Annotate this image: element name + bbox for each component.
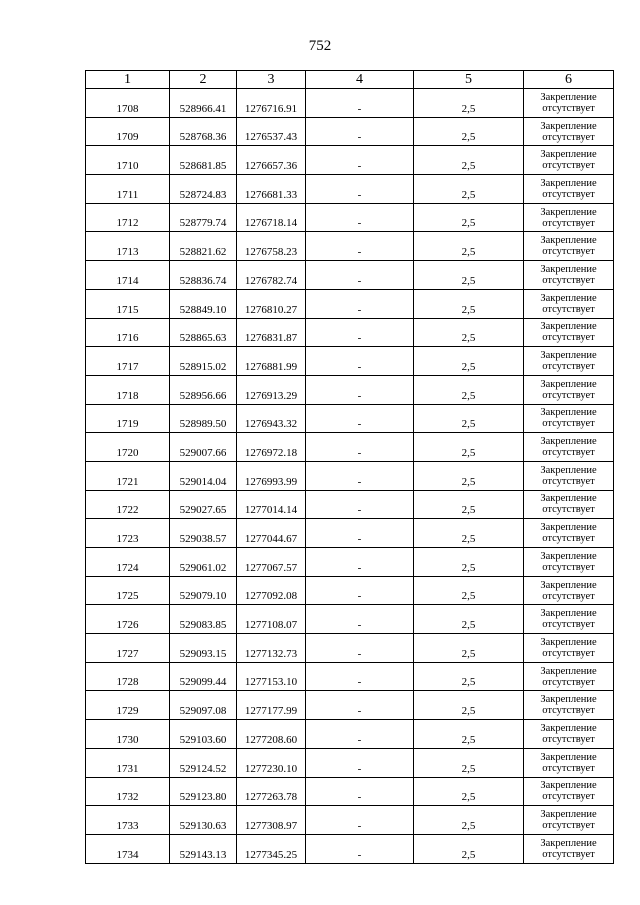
point-number-cell: 1712	[86, 203, 170, 232]
fixing-status-line-2: отсутствует	[542, 389, 595, 401]
column-header-3: 3	[237, 71, 306, 89]
table-row	[86, 289, 614, 318]
x-coordinate-cell: 529099.44	[170, 662, 237, 691]
y-coordinate-cell: 1277132.73	[237, 634, 306, 663]
table-row	[86, 720, 614, 749]
table-row	[86, 404, 614, 433]
fixing-status-line-1: Закрепление	[540, 837, 597, 849]
fixing-status-line-1: Закрепление	[540, 608, 597, 620]
column-4-cell: -	[306, 806, 414, 835]
column-5-cell: 2,5	[414, 89, 524, 118]
x-coordinate-cell: 529027.65	[170, 490, 237, 519]
fixing-status-cell	[524, 203, 614, 232]
fixing-status-line-2: отсутствует	[542, 361, 595, 373]
x-coordinate-cell: 529083.85	[170, 605, 237, 634]
column-4-cell: -	[306, 605, 414, 634]
column-5-cell: 2,5	[414, 662, 524, 691]
y-coordinate-cell: 1276758.23	[237, 232, 306, 261]
fixing-status-cell	[524, 175, 614, 204]
fixing-status-line-2: отсутствует	[542, 590, 595, 602]
table-row	[86, 261, 614, 290]
table-row	[86, 576, 614, 605]
fixing-status-cell	[524, 748, 614, 777]
fixing-status-line-1: Закрепление	[540, 292, 597, 304]
fixing-status-line-2: отсутствует	[542, 762, 595, 774]
x-coordinate-cell: 529103.60	[170, 720, 237, 749]
fixing-status-line-2: отсутствует	[542, 102, 595, 114]
coordinates-table	[85, 70, 614, 864]
point-number-cell: 1722	[86, 490, 170, 519]
column-5-cell: 2,5	[414, 634, 524, 663]
column-5-cell: 2,5	[414, 347, 524, 376]
fixing-status-line-1: Закрепление	[540, 120, 597, 132]
fixing-status-line-2: отсутствует	[542, 188, 595, 200]
fixing-status-line-2: отсутствует	[542, 475, 595, 487]
fixing-status-line-1: Закрепление	[540, 177, 597, 189]
fixing-status-cell	[524, 662, 614, 691]
table-row	[86, 490, 614, 519]
x-coordinate-cell: 529093.15	[170, 634, 237, 663]
table-row	[86, 691, 614, 720]
point-number-cell: 1719	[86, 404, 170, 433]
table-row	[86, 146, 614, 175]
y-coordinate-cell: 1276831.87	[237, 318, 306, 347]
column-5-cell: 2,5	[414, 777, 524, 806]
column-4-cell: -	[306, 519, 414, 548]
column-5-cell: 2,5	[414, 261, 524, 290]
fixing-status-cell	[524, 576, 614, 605]
x-coordinate-cell: 528821.62	[170, 232, 237, 261]
fixing-status-line-1: Закрепление	[540, 722, 597, 734]
fixing-status-line-1: Закрепление	[540, 809, 597, 821]
y-coordinate-cell: 1277014.14	[237, 490, 306, 519]
fixing-status-line-2: отсутствует	[542, 733, 595, 745]
fixing-status-cell	[524, 347, 614, 376]
column-header-5: 5	[414, 71, 524, 89]
column-5-cell: 2,5	[414, 146, 524, 175]
fixing-status-line-2: отсутствует	[542, 246, 595, 258]
point-number-cell: 1709	[86, 117, 170, 146]
column-4-cell: -	[306, 433, 414, 462]
column-header-6: 6	[524, 71, 614, 89]
column-4-cell: -	[306, 834, 414, 863]
column-4-cell: -	[306, 89, 414, 118]
table-row	[86, 777, 614, 806]
point-number-cell: 1710	[86, 146, 170, 175]
column-5-cell: 2,5	[414, 203, 524, 232]
y-coordinate-cell: 1276810.27	[237, 289, 306, 318]
y-coordinate-cell: 1277153.10	[237, 662, 306, 691]
column-4-cell: -	[306, 261, 414, 290]
column-4-cell: -	[306, 203, 414, 232]
table-header-row	[86, 71, 614, 89]
table-row	[86, 605, 614, 634]
point-number-cell: 1717	[86, 347, 170, 376]
y-coordinate-cell: 1276716.91	[237, 89, 306, 118]
point-number-cell: 1718	[86, 375, 170, 404]
fixing-status-line-2: отсутствует	[542, 504, 595, 516]
point-number-cell: 1724	[86, 548, 170, 577]
fixing-status-line-1: Закрепление	[540, 636, 597, 648]
x-coordinate-cell: 529061.02	[170, 548, 237, 577]
fixing-status-line-2: отсутствует	[542, 848, 595, 860]
fixing-status-line-1: Закрепление	[540, 579, 597, 591]
y-coordinate-cell: 1276943.32	[237, 404, 306, 433]
column-4-cell: -	[306, 146, 414, 175]
column-5-cell: 2,5	[414, 576, 524, 605]
fixing-status-cell	[524, 318, 614, 347]
fixing-status-cell	[524, 404, 614, 433]
table-row	[86, 748, 614, 777]
column-4-cell: -	[306, 634, 414, 663]
table-row	[86, 433, 614, 462]
point-number-cell: 1730	[86, 720, 170, 749]
point-number-cell: 1720	[86, 433, 170, 462]
point-number-cell: 1708	[86, 89, 170, 118]
fixing-status-cell	[524, 117, 614, 146]
point-number-cell: 1715	[86, 289, 170, 318]
fixing-status-line-2: отсутствует	[542, 303, 595, 315]
fixing-status-cell	[524, 461, 614, 490]
column-5-cell: 2,5	[414, 691, 524, 720]
fixing-status-cell	[524, 634, 614, 663]
table-row	[86, 203, 614, 232]
fixing-status-line-1: Закрепление	[540, 350, 597, 362]
fixing-status-cell	[524, 720, 614, 749]
column-4-cell: -	[306, 318, 414, 347]
y-coordinate-cell: 1276782.74	[237, 261, 306, 290]
column-5-cell: 2,5	[414, 117, 524, 146]
column-4-cell: -	[306, 404, 414, 433]
column-5-cell: 2,5	[414, 461, 524, 490]
y-coordinate-cell: 1276718.14	[237, 203, 306, 232]
column-5-cell: 2,5	[414, 375, 524, 404]
fixing-status-cell	[524, 519, 614, 548]
x-coordinate-cell: 528681.85	[170, 146, 237, 175]
point-number-cell: 1721	[86, 461, 170, 490]
fixing-status-cell	[524, 433, 614, 462]
y-coordinate-cell: 1276657.36	[237, 146, 306, 175]
fixing-status-line-1: Закрепление	[540, 694, 597, 706]
column-5-cell: 2,5	[414, 433, 524, 462]
column-4-cell: -	[306, 232, 414, 261]
x-coordinate-cell: 529079.10	[170, 576, 237, 605]
column-4-cell: -	[306, 720, 414, 749]
column-5-cell: 2,5	[414, 748, 524, 777]
fixing-status-line-1: Закрепление	[540, 464, 597, 476]
column-5-cell: 2,5	[414, 175, 524, 204]
table-row	[86, 548, 614, 577]
fixing-status-line-2: отсутствует	[542, 217, 595, 229]
x-coordinate-cell: 529038.57	[170, 519, 237, 548]
fixing-status-cell	[524, 691, 614, 720]
x-coordinate-cell: 529014.04	[170, 461, 237, 490]
fixing-status-cell	[524, 146, 614, 175]
table-row	[86, 806, 614, 835]
fixing-status-line-1: Закрепление	[540, 751, 597, 763]
table-row	[86, 834, 614, 863]
column-4-cell: -	[306, 548, 414, 577]
y-coordinate-cell: 1277230.10	[237, 748, 306, 777]
fixing-status-line-1: Закрепление	[540, 493, 597, 505]
x-coordinate-cell: 529130.63	[170, 806, 237, 835]
column-4-cell: -	[306, 490, 414, 519]
fixing-status-cell	[524, 490, 614, 519]
column-5-cell: 2,5	[414, 519, 524, 548]
column-5-cell: 2,5	[414, 404, 524, 433]
fixing-status-line-2: отсутствует	[542, 676, 595, 688]
fixing-status-line-1: Закрепление	[540, 665, 597, 677]
point-number-cell: 1713	[86, 232, 170, 261]
y-coordinate-cell: 1277108.07	[237, 605, 306, 634]
fixing-status-cell	[524, 289, 614, 318]
fixing-status-line-2: отсутствует	[542, 820, 595, 832]
column-4-cell: -	[306, 289, 414, 318]
table-row	[86, 662, 614, 691]
fixing-status-line-2: отсутствует	[542, 447, 595, 459]
y-coordinate-cell: 1277067.57	[237, 548, 306, 577]
column-5-cell: 2,5	[414, 232, 524, 261]
fixing-status-line-1: Закрепление	[540, 522, 597, 534]
fixing-status-line-1: Закрепление	[540, 235, 597, 247]
y-coordinate-cell: 1277044.67	[237, 519, 306, 548]
table-row	[86, 347, 614, 376]
column-4-cell: -	[306, 576, 414, 605]
fixing-status-line-2: отсутствует	[542, 647, 595, 659]
column-4-cell: -	[306, 777, 414, 806]
fixing-status-cell	[524, 548, 614, 577]
fixing-status-line-1: Закрепление	[540, 321, 597, 333]
fixing-status-line-2: отсутствует	[542, 791, 595, 803]
x-coordinate-cell: 529124.52	[170, 748, 237, 777]
fixing-status-line-1: Закрепление	[540, 780, 597, 792]
x-coordinate-cell: 529097.08	[170, 691, 237, 720]
table-row	[86, 375, 614, 404]
fixing-status-cell	[524, 232, 614, 261]
y-coordinate-cell: 1277092.08	[237, 576, 306, 605]
column-5-cell: 2,5	[414, 548, 524, 577]
column-5-cell: 2,5	[414, 720, 524, 749]
point-number-cell: 1731	[86, 748, 170, 777]
fixing-status-cell	[524, 375, 614, 404]
column-4-cell: -	[306, 662, 414, 691]
x-coordinate-cell: 528836.74	[170, 261, 237, 290]
point-number-cell: 1714	[86, 261, 170, 290]
point-number-cell: 1726	[86, 605, 170, 634]
table-row	[86, 461, 614, 490]
point-number-cell: 1723	[86, 519, 170, 548]
point-number-cell: 1711	[86, 175, 170, 204]
column-4-cell: -	[306, 347, 414, 376]
y-coordinate-cell: 1276881.99	[237, 347, 306, 376]
table-body	[86, 89, 614, 864]
table-row	[86, 175, 614, 204]
fixing-status-line-2: отсутствует	[542, 619, 595, 631]
fixing-status-line-2: отсутствует	[542, 131, 595, 143]
x-coordinate-cell: 528724.83	[170, 175, 237, 204]
fixing-status-line-2: отсутствует	[542, 705, 595, 717]
fixing-status-cell	[524, 806, 614, 835]
fixing-status-cell	[524, 834, 614, 863]
column-5-cell: 2,5	[414, 490, 524, 519]
column-4-cell: -	[306, 461, 414, 490]
y-coordinate-cell: 1277263.78	[237, 777, 306, 806]
fixing-status-line-1: Закрепление	[540, 407, 597, 419]
fixing-status-cell	[524, 605, 614, 634]
fixing-status-line-1: Закрепление	[540, 436, 597, 448]
x-coordinate-cell: 528865.63	[170, 318, 237, 347]
point-number-cell: 1727	[86, 634, 170, 663]
x-coordinate-cell: 528956.66	[170, 375, 237, 404]
y-coordinate-cell: 1276972.18	[237, 433, 306, 462]
point-number-cell: 1716	[86, 318, 170, 347]
fixing-status-line-2: отсутствует	[542, 418, 595, 430]
fixing-status-line-2: отсутствует	[542, 160, 595, 172]
fixing-status-cell	[524, 89, 614, 118]
y-coordinate-cell: 1277177.99	[237, 691, 306, 720]
column-4-cell: -	[306, 117, 414, 146]
fixing-status-line-1: Закрепление	[540, 378, 597, 390]
fixing-status-line-1: Закрепление	[540, 149, 597, 161]
x-coordinate-cell: 528989.50	[170, 404, 237, 433]
fixing-status-line-1: Закрепление	[540, 550, 597, 562]
fixing-status-line-2: отсутствует	[542, 561, 595, 573]
fixing-status-cell	[524, 261, 614, 290]
table-row	[86, 89, 614, 118]
y-coordinate-cell: 1276537.43	[237, 117, 306, 146]
column-5-cell: 2,5	[414, 605, 524, 634]
fixing-status-line-2: отсутствует	[542, 274, 595, 286]
column-4-cell: -	[306, 375, 414, 404]
y-coordinate-cell: 1277208.60	[237, 720, 306, 749]
fixing-status-line-1: Закрепление	[540, 263, 597, 275]
x-coordinate-cell: 529143.13	[170, 834, 237, 863]
point-number-cell: 1734	[86, 834, 170, 863]
table-row	[86, 318, 614, 347]
column-header-4: 4	[306, 71, 414, 89]
y-coordinate-cell: 1276913.29	[237, 375, 306, 404]
x-coordinate-cell: 528779.74	[170, 203, 237, 232]
point-number-cell: 1732	[86, 777, 170, 806]
point-number-cell: 1729	[86, 691, 170, 720]
fixing-status-line-1: Закрепление	[540, 206, 597, 218]
x-coordinate-cell: 529007.66	[170, 433, 237, 462]
fixing-status-line-2: отсутствует	[542, 332, 595, 344]
table-row	[86, 232, 614, 261]
point-number-cell: 1728	[86, 662, 170, 691]
column-header-1: 1	[86, 71, 170, 89]
x-coordinate-cell: 528849.10	[170, 289, 237, 318]
column-header-2: 2	[170, 71, 237, 89]
table-row	[86, 117, 614, 146]
y-coordinate-cell: 1276681.33	[237, 175, 306, 204]
point-number-cell: 1733	[86, 806, 170, 835]
y-coordinate-cell: 1277308.97	[237, 806, 306, 835]
table-row	[86, 519, 614, 548]
column-4-cell: -	[306, 748, 414, 777]
column-4-cell: -	[306, 175, 414, 204]
page-number: 752	[308, 38, 332, 54]
fixing-status-line-2: отсутствует	[542, 533, 595, 545]
fixing-status-line-1: Закрепление	[540, 91, 597, 103]
x-coordinate-cell: 529123.80	[170, 777, 237, 806]
column-5-cell: 2,5	[414, 318, 524, 347]
y-coordinate-cell: 1277345.25	[237, 834, 306, 863]
y-coordinate-cell: 1276993.99	[237, 461, 306, 490]
fixing-status-cell	[524, 777, 614, 806]
x-coordinate-cell: 528966.41	[170, 89, 237, 118]
point-number-cell: 1725	[86, 576, 170, 605]
column-5-cell: 2,5	[414, 806, 524, 835]
column-5-cell: 2,5	[414, 834, 524, 863]
x-coordinate-cell: 528768.36	[170, 117, 237, 146]
x-coordinate-cell: 528915.02	[170, 347, 237, 376]
column-5-cell: 2,5	[414, 289, 524, 318]
column-4-cell: -	[306, 691, 414, 720]
table-row	[86, 634, 614, 663]
